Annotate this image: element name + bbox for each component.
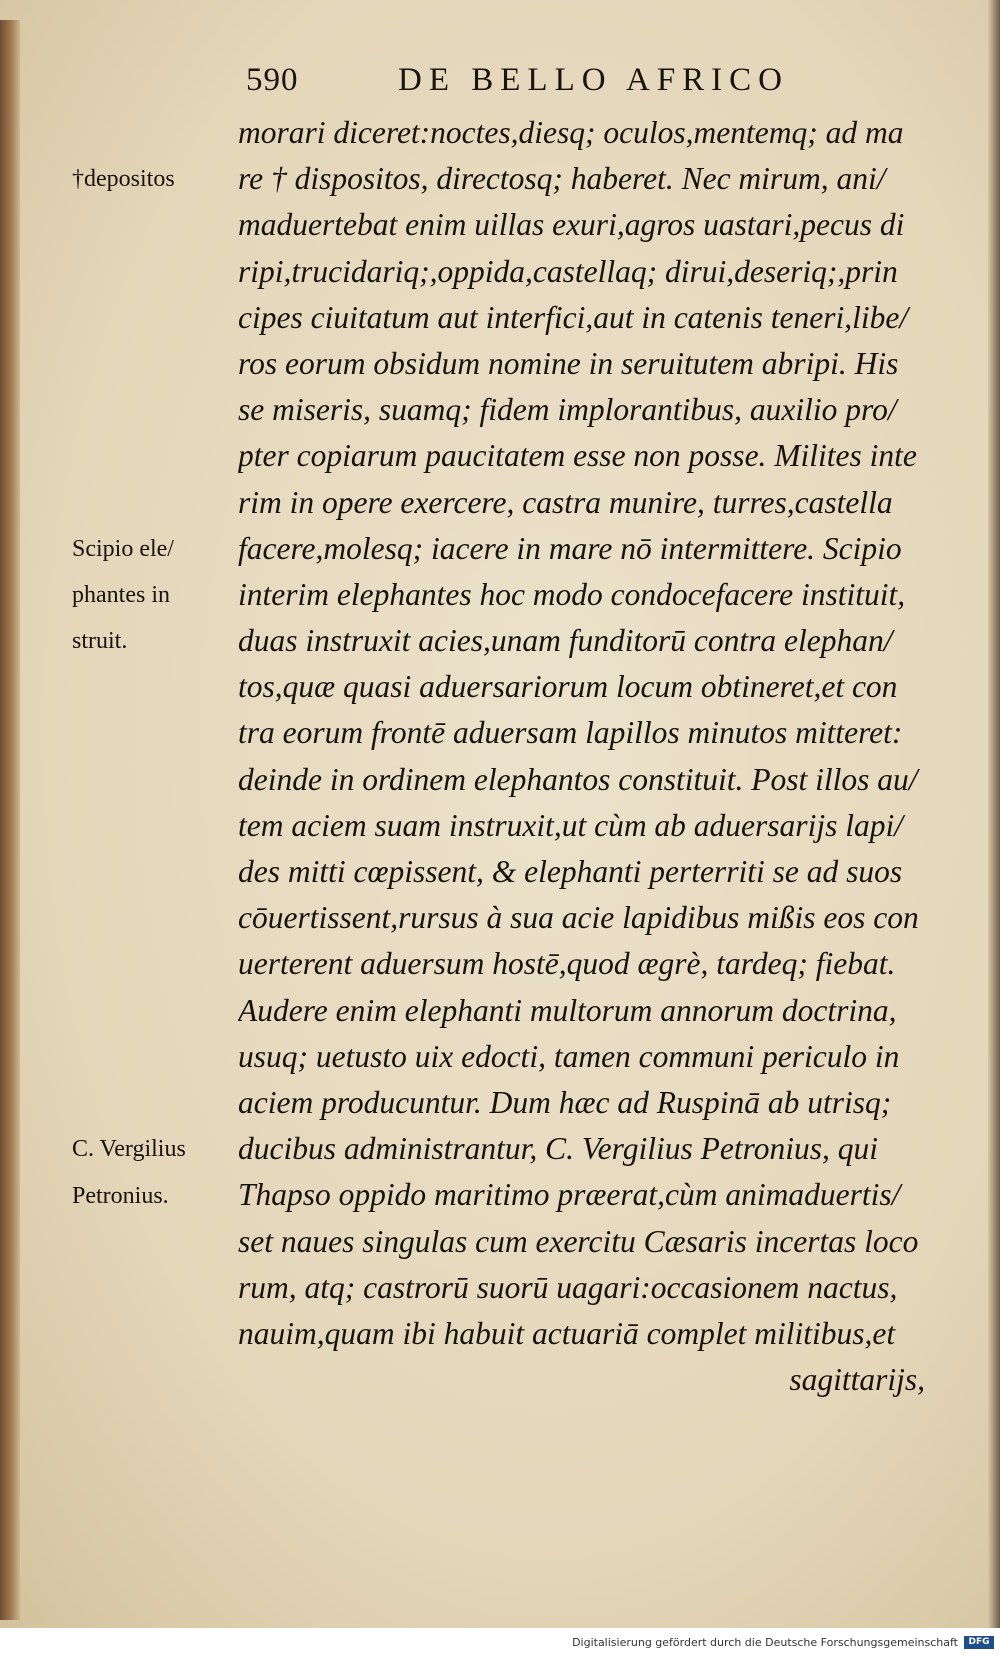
- digitization-footer: [0, 1628, 1000, 1657]
- text-line: set naues singulas cum exercitu Cæsaris incertas loco: [238, 1223, 919, 1259]
- text-line: ros eorum obsidum nomine in seruitutem abripi. His: [238, 345, 899, 381]
- text-line: pter copiarum paucitatem esse non posse. Milites inte: [238, 438, 917, 474]
- body-text: [238, 110, 943, 1403]
- text-line: re † dispositos, directosq; haberet. Nec mirum, ani/: [238, 161, 886, 197]
- text-line: maduertebat enim uillas exuri,agros uastari,pecus di: [238, 207, 905, 243]
- text-line: morari diceret:noctes,diesq; oculos,mentemq; ad ma: [238, 115, 904, 150]
- margin-note: C. Vergilius: [72, 1136, 186, 1163]
- dfg-logo-icon: DFG: [964, 1636, 994, 1649]
- text-line: des mitti cœpissent, & elephanti perterriti se ad suos: [238, 854, 903, 889]
- text-line: ripi,trucidariq;,oppida,castellaq; dirui,deseriq;,prin: [238, 253, 898, 289]
- footer-credit: Digitalisierung gefördert durch die Deutsche Forschungsgemeinschaft: [572, 1636, 958, 1649]
- text-line: nauim,quam ibi habuit actuariā complet militibus,et: [238, 1315, 896, 1351]
- margin-note: struit.: [72, 628, 128, 655]
- text-line: tra eorum frontē aduersam lapillos minutos mitteret:: [238, 715, 903, 751]
- text-line: tos,quæ quasi aduersariorum locum obtineret,et con: [238, 669, 898, 705]
- text-line: aciem producuntur. Dum hæc ad Ruspinā ab utrisq;: [238, 1084, 892, 1120]
- text-line: tem aciem suam instruxit,ut cùm ab aduersarijs lapi/: [238, 807, 903, 843]
- margin-note: Scipio ele/: [72, 535, 174, 562]
- page-number: 590: [246, 62, 299, 98]
- text-line: Thapso oppido maritimo præerat,cùm animaduertis/: [238, 1177, 901, 1213]
- text-line: uerterent aduersum hostē,quod ægrè, tardeq; fiebat.: [238, 946, 896, 982]
- text-line: deinde in ordinem elephantos constituit. Post illos au/: [238, 761, 918, 797]
- catchword: sagittarijs,: [789, 1362, 925, 1398]
- text-line: usuq; uetusto uix edocti, tamen communi periculo in: [238, 1038, 900, 1074]
- text-line: se miseris, suamq; fidem implorantibus, auxilio pro/: [238, 392, 897, 428]
- text-line: duas instruxit acies,unam funditorū contra elephan/: [238, 623, 893, 659]
- page-edge: [988, 0, 1000, 1628]
- margin-note: phantes in: [72, 582, 170, 608]
- text-line: rim in opere exercere, castra munire, turres,castella: [238, 484, 893, 520]
- running-title: DE BELLO AFRICO: [398, 62, 790, 98]
- text-line: Audere enim elephanti multorum annorum doctrina,: [238, 992, 897, 1028]
- book-spine: [0, 20, 20, 1620]
- text-line: ducibus administrantur, C. Vergilius Petronius, qui: [238, 1131, 878, 1167]
- margin-note: Petronius.: [72, 1182, 169, 1209]
- text-line: rum, atq; castrorū suorū uagari:occasionem nactus,: [238, 1269, 898, 1305]
- text-line: interim elephantes hoc modo condocefacere instituit,: [238, 576, 906, 612]
- text-line: facere,molesq; iacere in mare nō intermittere. Scipio: [238, 530, 902, 566]
- text-line: cōuertissent,rursus à sua acie lapidibus mißis eos con: [238, 900, 919, 936]
- margin-note: †depositos: [72, 166, 175, 193]
- text-line: cipes ciuitatum aut interfici,aut in catenis teneri,libe/: [238, 299, 909, 335]
